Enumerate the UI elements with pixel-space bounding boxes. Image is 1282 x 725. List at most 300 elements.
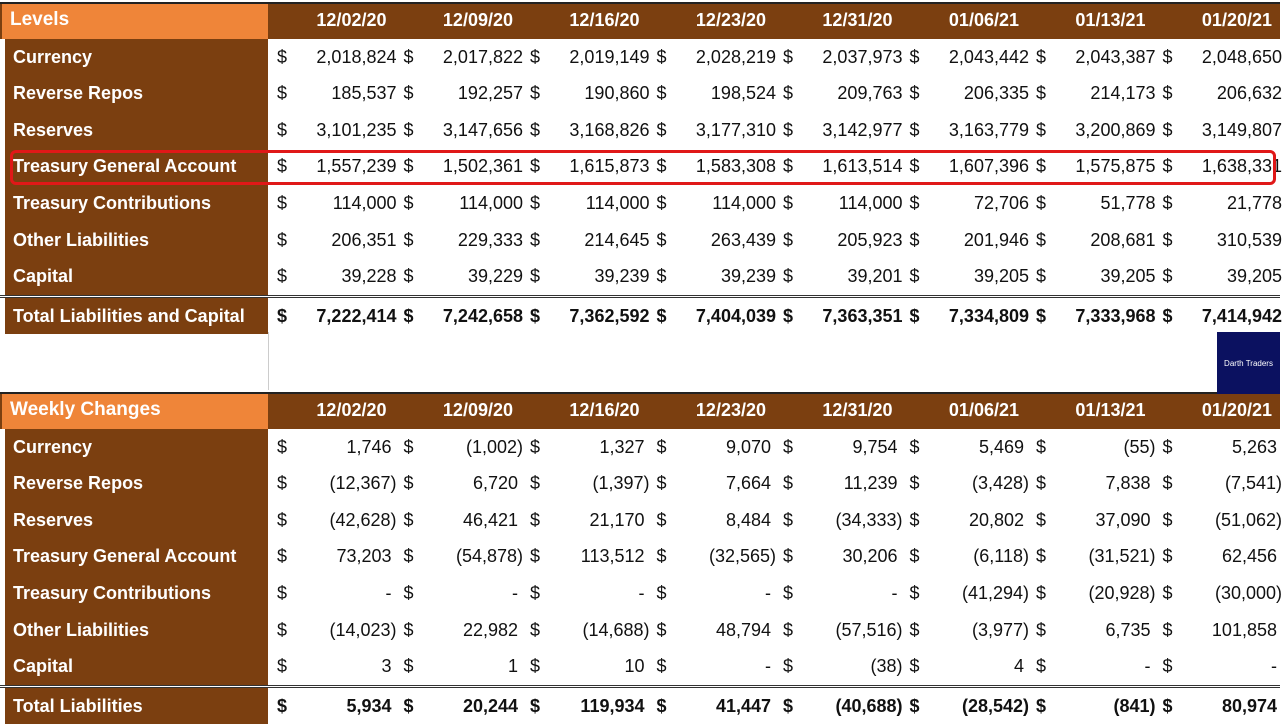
cell-value: 214,173 xyxy=(1090,83,1156,104)
currency-symbol: $ xyxy=(783,546,794,567)
cell-value: 22,982 xyxy=(462,619,523,640)
currency-symbol: $ xyxy=(909,583,920,603)
cell-value: 229,333 xyxy=(457,229,523,250)
cell-value: - xyxy=(765,583,776,603)
currency-symbol: $ xyxy=(277,473,288,494)
currency-symbol: $ xyxy=(277,695,288,716)
cell-value: 7,363,351 xyxy=(822,305,903,326)
currency-symbol: $ xyxy=(783,46,794,67)
currency-symbol: $ xyxy=(656,266,667,287)
currency-symbol: $ xyxy=(909,83,920,104)
currency-symbol: $ xyxy=(403,619,414,640)
currency-symbol: $ xyxy=(277,305,288,326)
currency-symbol: $ xyxy=(403,229,414,250)
row-label: Other Liabilities xyxy=(5,222,268,259)
cell-value: (841) xyxy=(1113,695,1156,716)
cell-value: 10 xyxy=(624,656,650,677)
cell-value: 3,142,977 xyxy=(822,119,903,140)
cell-value: (3,977) xyxy=(971,619,1029,640)
cell-value: 7,333,968 xyxy=(1075,305,1156,326)
currency-symbol: $ xyxy=(403,546,414,567)
cell-value: 39,239 xyxy=(594,266,650,287)
currency-symbol: $ xyxy=(1036,119,1047,140)
currency-symbol: $ xyxy=(656,229,667,250)
date-header: 12/09/20 xyxy=(442,400,513,420)
cell-value: 7,222,414 xyxy=(316,305,397,326)
weekly-total-row xyxy=(0,685,1280,725)
table-row xyxy=(0,258,1280,295)
currency-symbol: $ xyxy=(1162,229,1173,250)
cell-value: 5,263 xyxy=(1231,436,1282,457)
currency-symbol: $ xyxy=(656,305,667,326)
currency-symbol: $ xyxy=(656,193,667,213)
cell-value: (57,516) xyxy=(835,619,903,640)
cell-value: (3,428) xyxy=(971,473,1029,494)
currency-symbol: $ xyxy=(656,46,667,67)
cell-value: 201,946 xyxy=(963,229,1029,250)
currency-symbol: $ xyxy=(403,473,414,494)
cell-value: 114,000 xyxy=(838,193,903,213)
cell-value: 39,239 xyxy=(720,266,776,287)
levels-total-row xyxy=(0,295,1280,335)
cell-value: 37,090 xyxy=(1095,509,1156,530)
currency-symbol: $ xyxy=(277,119,288,140)
cell-value: 1,615,873 xyxy=(569,156,650,177)
levels-title: Levels xyxy=(2,2,268,39)
currency-symbol: $ xyxy=(656,695,667,716)
cell-value: 310,539 xyxy=(1216,229,1282,250)
date-header: 12/31/20 xyxy=(822,10,893,30)
cell-value: 208,681 xyxy=(1090,229,1156,250)
currency-symbol: $ xyxy=(277,546,288,567)
date-header: 01/20/21 xyxy=(1201,400,1272,420)
cell-value: - xyxy=(1271,656,1282,677)
cell-value: 7,404,039 xyxy=(695,305,776,326)
currency-symbol: $ xyxy=(530,619,541,640)
currency-symbol: $ xyxy=(403,266,414,287)
currency-symbol: $ xyxy=(909,619,920,640)
cell-value: 5,469 xyxy=(978,436,1029,457)
currency-symbol: $ xyxy=(909,473,920,494)
cell-value: 73,203 xyxy=(336,546,397,567)
table-row xyxy=(0,538,1280,575)
levels-header-row xyxy=(0,2,1280,39)
currency-symbol: $ xyxy=(783,229,794,250)
cell-value: 20,244 xyxy=(462,695,523,716)
table-row xyxy=(0,465,1280,502)
cell-value: 51,778 xyxy=(1100,193,1156,213)
levels-top-border xyxy=(0,2,1280,4)
cell-value: 7,334,809 xyxy=(948,305,1029,326)
currency-symbol: $ xyxy=(530,546,541,567)
currency-symbol: $ xyxy=(1036,583,1047,603)
currency-symbol: $ xyxy=(783,473,794,494)
cell-value: 7,362,592 xyxy=(569,305,650,326)
currency-symbol: $ xyxy=(656,583,667,603)
row-label: Capital xyxy=(5,648,268,685)
cell-value: - xyxy=(638,583,650,603)
table-row xyxy=(0,222,1280,259)
currency-symbol: $ xyxy=(656,509,667,530)
cell-value: (1,397) xyxy=(592,473,650,494)
cell-value: 2,037,973 xyxy=(822,46,903,67)
currency-symbol: $ xyxy=(656,473,667,494)
currency-symbol: $ xyxy=(1162,193,1173,213)
table-row xyxy=(0,575,1280,612)
currency-symbol: $ xyxy=(1162,305,1173,326)
cell-value: 114,000 xyxy=(332,193,397,213)
row-label: Treasury General Account xyxy=(5,538,268,575)
currency-symbol: $ xyxy=(783,656,794,677)
row-label: Other Liabilities xyxy=(5,612,268,649)
cell-value: (20,928) xyxy=(1088,583,1156,603)
date-header: 01/13/21 xyxy=(1075,10,1146,30)
table-row xyxy=(0,75,1280,112)
currency-symbol: $ xyxy=(403,695,414,716)
cell-value: 6,735 xyxy=(1105,619,1156,640)
cell-value: 206,351 xyxy=(331,229,397,250)
cell-value: 21,778 xyxy=(1226,193,1282,213)
weekly-title: Weekly Changes xyxy=(2,392,268,429)
cell-value: 8,484 xyxy=(725,509,776,530)
currency-symbol: $ xyxy=(1036,436,1047,457)
currency-symbol: $ xyxy=(1036,83,1047,104)
currency-symbol: $ xyxy=(530,266,541,287)
cell-value: 2,017,822 xyxy=(442,46,523,67)
currency-symbol: $ xyxy=(530,119,541,140)
date-header: 01/20/21 xyxy=(1201,10,1272,30)
row-label: Treasury General Account xyxy=(5,148,268,185)
date-header: 12/09/20 xyxy=(442,10,513,30)
currency-symbol: $ xyxy=(530,229,541,250)
cell-value: 2,028,219 xyxy=(695,46,776,67)
currency-symbol: $ xyxy=(783,305,794,326)
currency-symbol: $ xyxy=(783,619,794,640)
currency-symbol: $ xyxy=(403,509,414,530)
currency-symbol: $ xyxy=(530,46,541,67)
row-label: Reverse Repos xyxy=(5,75,268,112)
cell-value: 3,101,235 xyxy=(316,119,397,140)
date-header: 12/02/20 xyxy=(316,10,387,30)
cell-value: (28,542) xyxy=(961,695,1029,716)
cell-value: 214,645 xyxy=(584,229,650,250)
cell-value: 1,557,239 xyxy=(316,156,397,177)
currency-symbol: $ xyxy=(783,156,794,177)
currency-symbol: $ xyxy=(530,473,541,494)
currency-symbol: $ xyxy=(909,305,920,326)
cell-value: (6,118) xyxy=(973,546,1029,567)
currency-symbol: $ xyxy=(277,656,288,677)
cell-value: 1 xyxy=(507,656,523,677)
cell-value: 7,414,942 xyxy=(1201,305,1282,326)
cell-value: (7,541) xyxy=(1224,473,1282,494)
currency-symbol: $ xyxy=(1162,46,1173,67)
currency-symbol: $ xyxy=(656,83,667,104)
currency-symbol: $ xyxy=(1036,46,1047,67)
currency-symbol: $ xyxy=(1036,695,1047,716)
row-label: Treasury Contributions xyxy=(5,575,268,612)
currency-symbol: $ xyxy=(1162,83,1173,104)
currency-symbol: $ xyxy=(783,436,794,457)
currency-symbol: $ xyxy=(1162,619,1173,640)
currency-symbol: $ xyxy=(909,656,920,677)
cell-value: 3 xyxy=(381,656,397,677)
cell-value: (1,002) xyxy=(465,436,523,457)
currency-symbol: $ xyxy=(656,156,667,177)
currency-symbol: $ xyxy=(1036,546,1047,567)
currency-symbol: $ xyxy=(403,656,414,677)
cell-value: - xyxy=(512,583,523,603)
currency-symbol: $ xyxy=(403,583,414,603)
cell-value: 192,257 xyxy=(457,83,523,104)
currency-symbol: $ xyxy=(1162,509,1173,530)
cell-value: (38) xyxy=(870,656,903,677)
cell-value: 30,206 xyxy=(842,546,903,567)
table-row xyxy=(0,112,1280,149)
date-header: 01/06/21 xyxy=(948,10,1019,30)
cell-value: - xyxy=(765,656,776,677)
currency-symbol: $ xyxy=(530,193,541,213)
currency-symbol: $ xyxy=(530,305,541,326)
cell-value: 41,447 xyxy=(715,695,776,716)
cell-value: 39,229 xyxy=(467,266,523,287)
table-row xyxy=(0,612,1280,649)
cell-value: 1,327 xyxy=(599,436,650,457)
currency-symbol: $ xyxy=(1036,473,1047,494)
row-label: Reserves xyxy=(5,112,268,149)
cell-value: 113,512 xyxy=(580,546,650,567)
cell-value: 2,043,387 xyxy=(1075,46,1156,67)
table-row xyxy=(0,502,1280,539)
cell-value: 3,149,807 xyxy=(1201,119,1282,140)
cell-value: 7,664 xyxy=(725,473,776,494)
cell-value: 119,934 xyxy=(580,695,650,716)
cell-value: 3,163,779 xyxy=(948,119,1029,140)
currency-symbol: $ xyxy=(909,119,920,140)
currency-symbol: $ xyxy=(909,193,920,213)
cell-value: 6,720 xyxy=(472,473,523,494)
currency-symbol: $ xyxy=(783,193,794,213)
currency-symbol: $ xyxy=(1162,266,1173,287)
date-header: 01/06/21 xyxy=(948,400,1019,420)
cell-value: 114,000 xyxy=(585,193,650,213)
cell-value: 39,205 xyxy=(1100,266,1156,287)
cell-value: 206,335 xyxy=(963,83,1029,104)
row-label: Treasury Contributions xyxy=(5,185,268,222)
cell-value: (30,000) xyxy=(1214,583,1282,603)
cell-value: 114,000 xyxy=(712,193,776,213)
currency-symbol: $ xyxy=(909,695,920,716)
weekly-header-row xyxy=(0,392,1280,429)
table-row xyxy=(0,185,1280,222)
cell-value: 7,242,658 xyxy=(442,305,523,326)
currency-symbol: $ xyxy=(909,546,920,567)
cell-value: 48,794 xyxy=(715,619,776,640)
cell-value: 3,147,656 xyxy=(442,119,523,140)
currency-symbol: $ xyxy=(530,656,541,677)
cell-value: 39,205 xyxy=(1226,266,1282,287)
currency-symbol: $ xyxy=(277,46,288,67)
cell-value: 101,858 xyxy=(1211,619,1282,640)
cell-value: 209,763 xyxy=(837,83,903,104)
cell-value: 205,923 xyxy=(837,229,903,250)
currency-symbol: $ xyxy=(656,546,667,567)
date-header: 12/02/20 xyxy=(316,400,387,420)
date-header: 12/16/20 xyxy=(569,10,640,30)
cell-value: (55) xyxy=(1123,436,1156,457)
cell-value: 2,048,650 xyxy=(1201,46,1282,67)
cell-value: (12,367) xyxy=(329,473,397,494)
cell-value: 3,177,310 xyxy=(695,119,776,140)
cell-value: 3,200,869 xyxy=(1075,119,1156,140)
currency-symbol: $ xyxy=(530,156,541,177)
currency-symbol: $ xyxy=(403,46,414,67)
currency-symbol: $ xyxy=(1162,695,1173,716)
row-label: Currency xyxy=(5,429,268,466)
cell-value: 39,228 xyxy=(341,266,397,287)
cell-value: 7,838 xyxy=(1105,473,1156,494)
currency-symbol: $ xyxy=(783,509,794,530)
currency-symbol: $ xyxy=(1036,619,1047,640)
cell-value: 39,205 xyxy=(973,266,1029,287)
cell-value: - xyxy=(891,583,903,603)
currency-symbol: $ xyxy=(1162,546,1173,567)
cell-value: 1,583,308 xyxy=(695,156,776,177)
currency-symbol: $ xyxy=(909,436,920,457)
weekly-top-border xyxy=(0,392,1280,394)
spacer xyxy=(268,332,1281,390)
currency-symbol: $ xyxy=(403,156,414,177)
cell-value: 2,018,824 xyxy=(316,46,397,67)
cell-value: 1,502,361 xyxy=(442,156,523,177)
cell-value: (54,878) xyxy=(455,546,523,567)
cell-value: 1,638,331 xyxy=(1201,156,1282,177)
cell-value: 80,974 xyxy=(1221,695,1282,716)
currency-symbol: $ xyxy=(656,619,667,640)
row-label: Reserves xyxy=(5,502,268,539)
currency-symbol: $ xyxy=(277,583,288,603)
cell-value: 198,524 xyxy=(710,83,776,104)
cell-value: 46,421 xyxy=(462,509,523,530)
cell-value: 2,043,442 xyxy=(948,46,1029,67)
currency-symbol: $ xyxy=(1162,583,1173,603)
cell-value: 1,607,396 xyxy=(948,156,1029,177)
date-header: 12/23/20 xyxy=(695,10,766,30)
cell-value: 11,239 xyxy=(843,473,903,494)
currency-symbol: $ xyxy=(656,656,667,677)
currency-symbol: $ xyxy=(1036,509,1047,530)
currency-symbol: $ xyxy=(277,229,288,250)
cell-value: 2,019,149 xyxy=(569,46,650,67)
currency-symbol: $ xyxy=(530,583,541,603)
cell-value: (34,333) xyxy=(835,509,903,530)
cell-value: (42,628) xyxy=(329,509,397,530)
currency-symbol: $ xyxy=(909,46,920,67)
date-header: 12/31/20 xyxy=(822,400,893,420)
currency-symbol: $ xyxy=(403,193,414,213)
cell-value: - xyxy=(1144,656,1156,677)
currency-symbol: $ xyxy=(530,436,541,457)
cell-value: 263,439 xyxy=(710,229,776,250)
currency-symbol: $ xyxy=(277,83,288,104)
currency-symbol: $ xyxy=(783,583,794,603)
cell-value: (41,294) xyxy=(961,583,1029,603)
table-row xyxy=(0,429,1280,466)
cell-value: - xyxy=(385,583,397,603)
cell-value: 20,802 xyxy=(968,509,1029,530)
watermark-logo: Darth Traders xyxy=(1217,332,1280,394)
row-label: Reverse Repos xyxy=(5,465,268,502)
currency-symbol: $ xyxy=(277,266,288,287)
row-label: Currency xyxy=(5,39,268,76)
currency-symbol: $ xyxy=(1162,656,1173,677)
currency-symbol: $ xyxy=(277,193,288,213)
row-label: Total Liabilities xyxy=(5,688,268,725)
currency-symbol: $ xyxy=(656,119,667,140)
currency-symbol: $ xyxy=(909,229,920,250)
cell-value: 114,000 xyxy=(459,193,523,213)
cell-value: 185,537 xyxy=(331,83,397,104)
currency-symbol: $ xyxy=(783,119,794,140)
cell-value: 9,070 xyxy=(725,436,776,457)
tga-highlight-box xyxy=(10,150,1276,185)
cell-value: 21,170 xyxy=(589,509,650,530)
cell-value: 1,746 xyxy=(346,436,397,457)
currency-symbol: $ xyxy=(783,695,794,716)
currency-symbol: $ xyxy=(530,695,541,716)
currency-symbol: $ xyxy=(1036,656,1047,677)
cell-value: (51,062) xyxy=(1214,509,1282,530)
currency-symbol: $ xyxy=(909,156,920,177)
currency-symbol: $ xyxy=(909,509,920,530)
cell-value: 72,706 xyxy=(973,193,1029,213)
cell-value: 3,168,826 xyxy=(569,119,650,140)
currency-symbol: $ xyxy=(277,156,288,177)
cell-value: 190,860 xyxy=(584,83,650,104)
cell-value: (31,521) xyxy=(1088,546,1156,567)
cell-value: 1,575,875 xyxy=(1075,156,1156,177)
currency-symbol: $ xyxy=(1036,156,1047,177)
currency-symbol: $ xyxy=(1036,305,1047,326)
currency-symbol: $ xyxy=(530,509,541,530)
cell-value: 5,934 xyxy=(346,695,397,716)
currency-symbol: $ xyxy=(403,305,414,326)
row-label: Capital xyxy=(5,258,268,295)
currency-symbol: $ xyxy=(403,436,414,457)
cell-value: 1,613,514 xyxy=(822,156,903,177)
currency-symbol: $ xyxy=(530,83,541,104)
table-row xyxy=(0,648,1280,685)
cell-value: 206,632 xyxy=(1216,83,1282,104)
cell-value: 62,456 xyxy=(1221,546,1282,567)
cell-value: 39,201 xyxy=(847,266,903,287)
currency-symbol: $ xyxy=(1162,473,1173,494)
currency-symbol: $ xyxy=(277,436,288,457)
date-header: 12/16/20 xyxy=(569,400,640,420)
date-header: 01/13/21 xyxy=(1075,400,1146,420)
currency-symbol: $ xyxy=(1036,193,1047,213)
currency-symbol: $ xyxy=(1162,156,1173,177)
currency-symbol: $ xyxy=(1162,436,1173,457)
cell-value: (40,688) xyxy=(835,695,903,716)
table-row xyxy=(0,39,1280,76)
currency-symbol: $ xyxy=(1036,229,1047,250)
currency-symbol: $ xyxy=(277,509,288,530)
cell-value: 4 xyxy=(1013,656,1029,677)
date-header: 12/23/20 xyxy=(695,400,766,420)
currency-symbol: $ xyxy=(403,119,414,140)
currency-symbol: $ xyxy=(783,83,794,104)
